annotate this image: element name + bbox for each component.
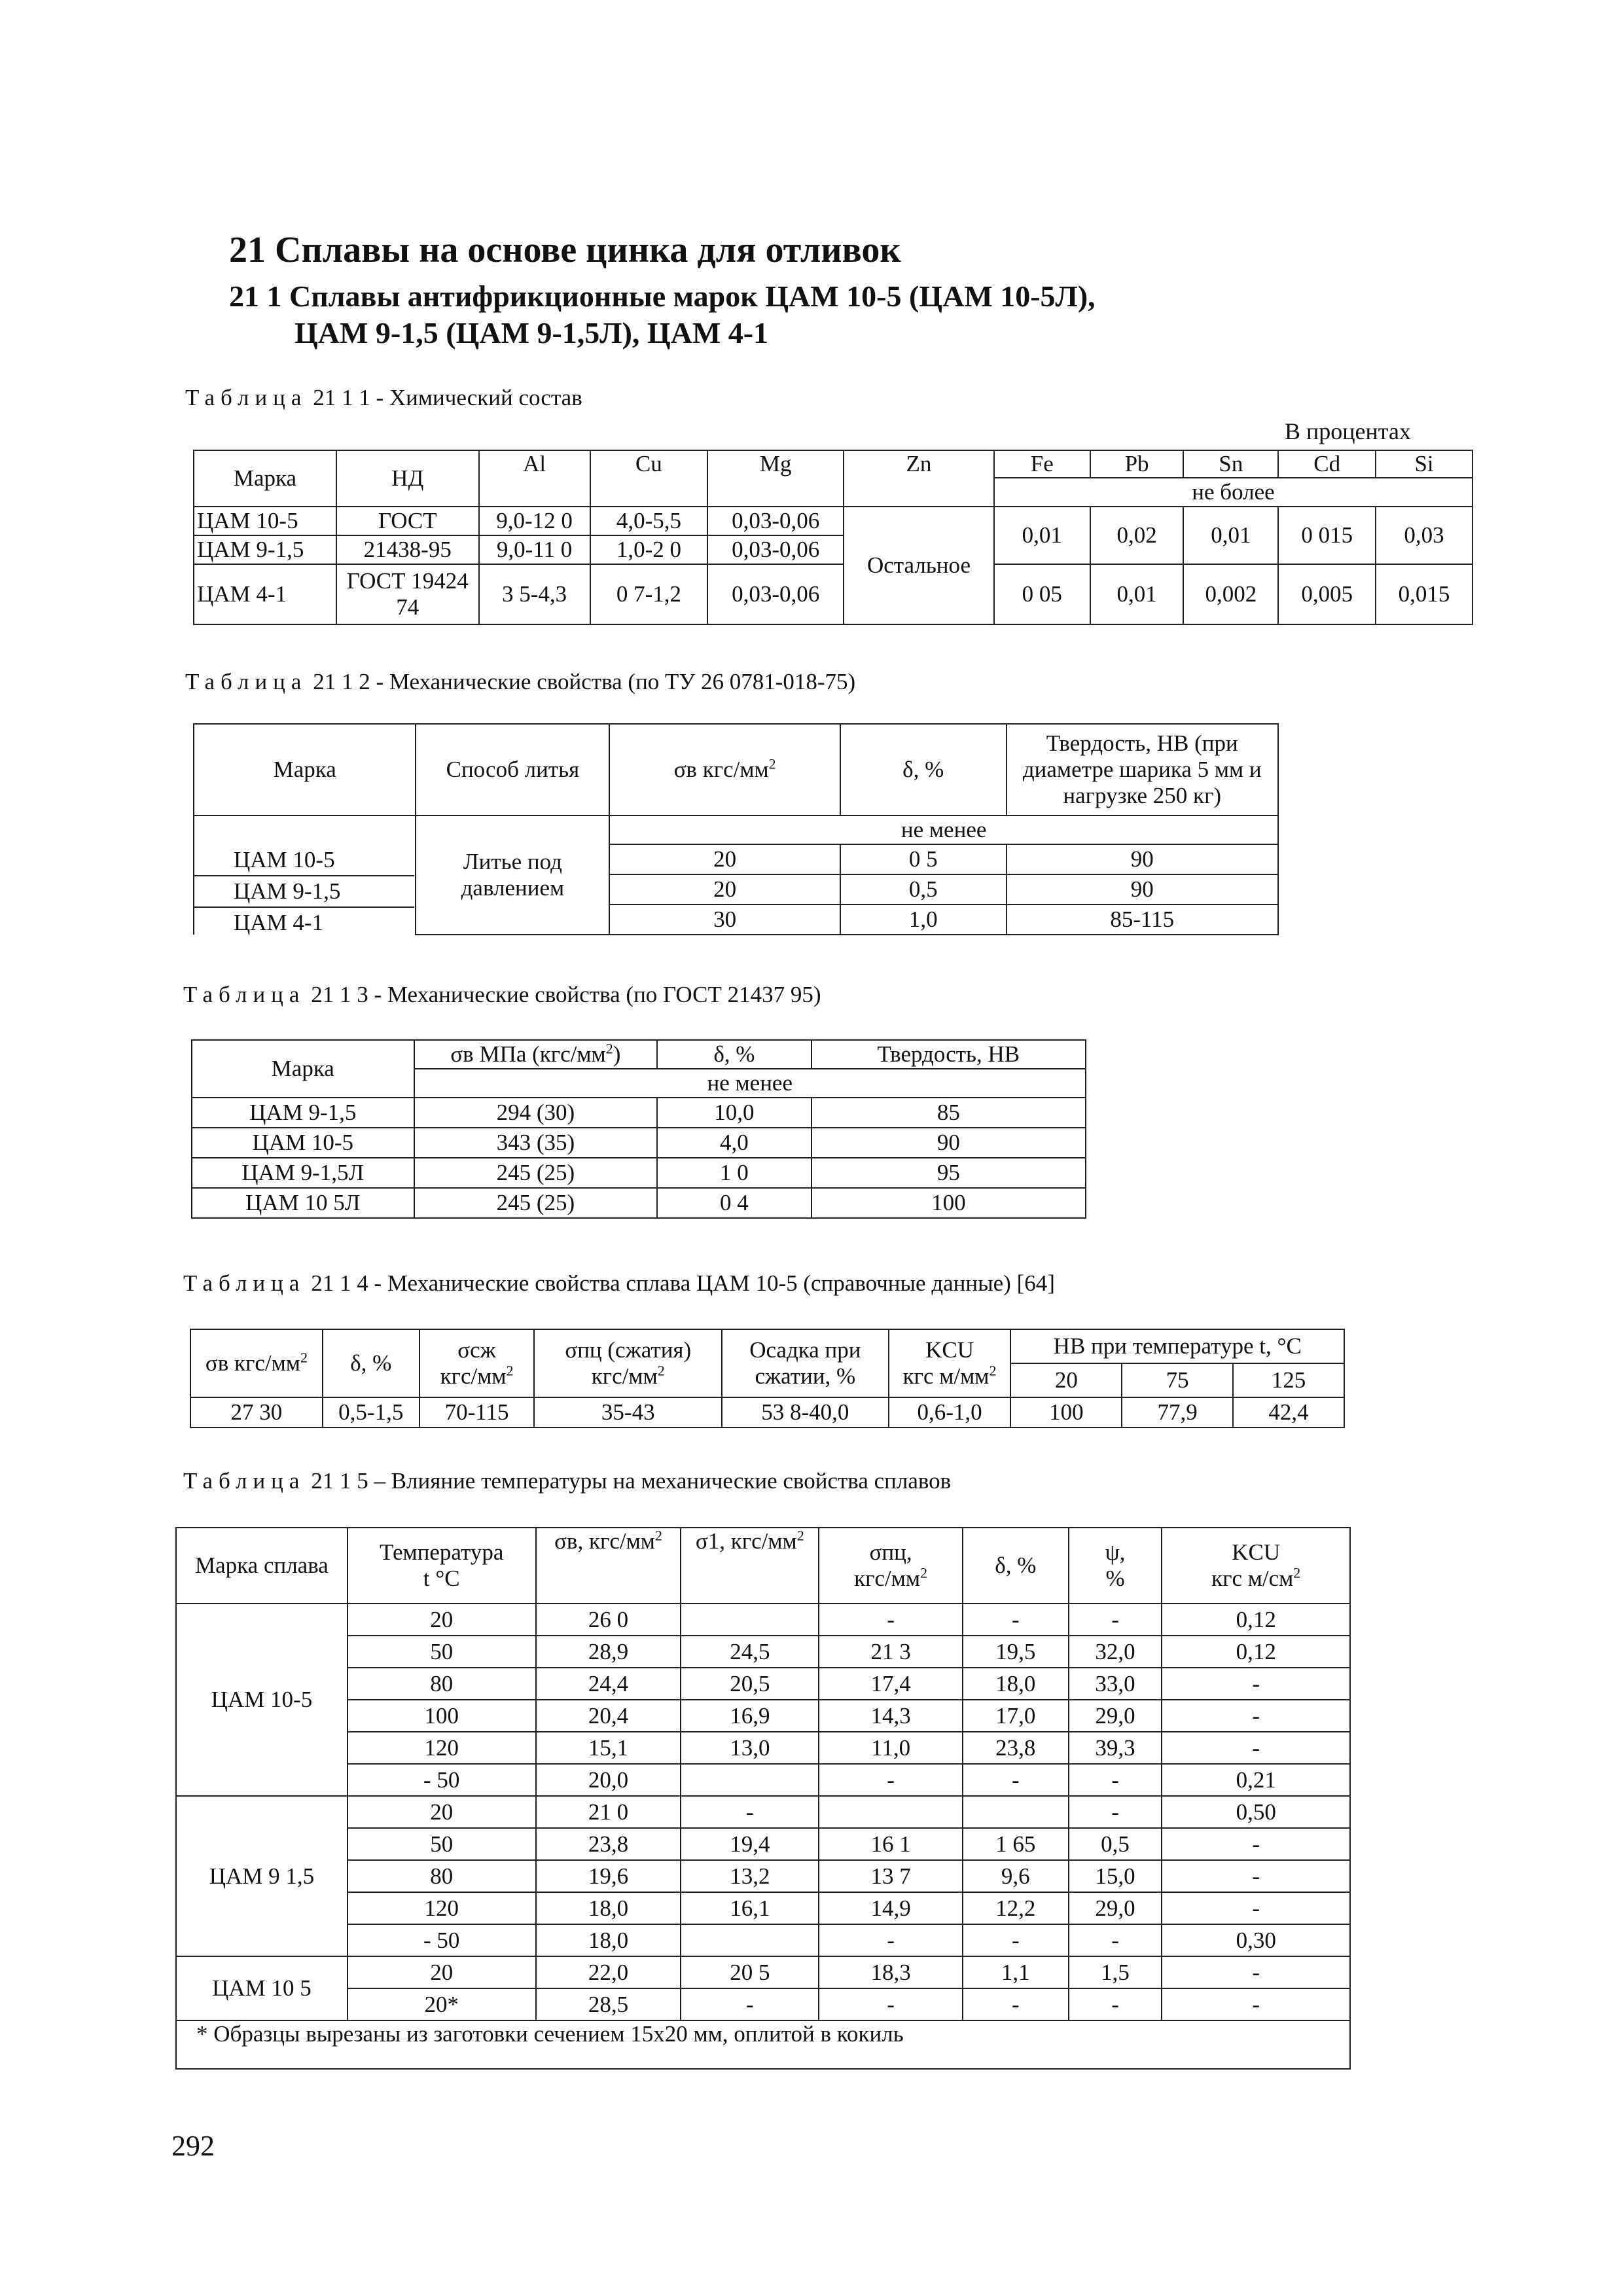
t1-cell-fe: 0,01 bbox=[994, 507, 1090, 564]
t5-cell: 18,3 bbox=[819, 1956, 963, 1988]
t5-cell: 16,9 bbox=[681, 1700, 819, 1732]
t5-cell: 24,4 bbox=[536, 1668, 681, 1700]
subsection-title-line1: 21 1 Сплавы антифрикционные марок ЦАМ 10-5 (ЦАМ 10-5Л), bbox=[229, 279, 1096, 313]
t5-cell: 12,2 bbox=[963, 1892, 1069, 1924]
t2-cell-hb: 85-115 bbox=[1007, 905, 1279, 935]
t4-cell-value: 27 30 bbox=[190, 1397, 323, 1427]
t1-cell-al: 9,0-12 0 bbox=[479, 507, 590, 535]
t5-cell: 50 bbox=[348, 1636, 536, 1668]
t1-cell-sn: 0,002 bbox=[1183, 564, 1278, 624]
t4-header-sigma-pc: σпц (сжатия) кгс/$мм^2$ bbox=[534, 1329, 722, 1397]
t2-cell-grade: ЦАМ 4-1 bbox=[234, 910, 324, 935]
t5-cell: - bbox=[963, 1604, 1069, 1636]
t5-cell: 0,50 bbox=[1162, 1796, 1350, 1828]
t1-cell-al: 3 5-4,3 bbox=[479, 564, 590, 624]
t1-cell-cu: 4,0-5,5 bbox=[590, 507, 708, 535]
section-title: 21 Сплавы на основе цинка для отливок bbox=[229, 230, 901, 270]
t1-cell-pb: 0,01 bbox=[1090, 564, 1184, 624]
t1-header-zn: Zn bbox=[844, 450, 994, 507]
table1-chemical-composition bbox=[193, 450, 1473, 625]
t4-header-hb-temp: НВ при температуре t, °С bbox=[1010, 1329, 1344, 1363]
t4-header-sigma-v: σв кгс/$мм^2$ bbox=[190, 1329, 323, 1397]
t1-header-sn: Sn bbox=[1183, 450, 1278, 478]
t1-header-not-more: не более bbox=[994, 478, 1472, 507]
t5-header-temp: Температура t °С bbox=[348, 1528, 536, 1604]
t5-header-psi: ψ, % bbox=[1069, 1528, 1162, 1604]
t3-cell-grade: ЦАМ 9-1,5 bbox=[192, 1098, 414, 1128]
t5-cell: - bbox=[1162, 1828, 1350, 1860]
t1-cell-mg: 0,03-0,06 bbox=[707, 535, 844, 564]
t1-cell-si: 0,03 bbox=[1376, 507, 1472, 564]
t5-cell: - 50 bbox=[348, 1764, 536, 1796]
t4-header-temp: 125 bbox=[1233, 1363, 1344, 1397]
table1-unit-note: В процентах bbox=[1285, 418, 1411, 444]
t1-cell-pb: 0,02 bbox=[1090, 507, 1184, 564]
t5-cell: 100 bbox=[348, 1700, 536, 1732]
t4-header-osadka: Осадка при сжатии, % bbox=[722, 1329, 889, 1397]
t2-header-method: Способ литья bbox=[416, 724, 609, 816]
t5-cell: 17,4 bbox=[819, 1668, 963, 1700]
t5-cell: 50 bbox=[348, 1828, 536, 1860]
t5-cell: 23,8 bbox=[536, 1828, 681, 1860]
table3-mechanical-properties-gost bbox=[191, 1039, 1086, 1219]
t5-cell: 14,9 bbox=[819, 1892, 963, 1924]
t5-cell: 20 bbox=[348, 1956, 536, 1988]
t2-header-grade: Марка bbox=[194, 724, 416, 816]
t4-header-kcu: KCU кгс $м/мм^2$ bbox=[889, 1329, 1011, 1397]
t1-cell-al: 9,0-11 0 bbox=[479, 535, 590, 564]
t5-cell: 13 7 bbox=[819, 1860, 963, 1892]
t5-header-delta: δ, % bbox=[963, 1528, 1069, 1604]
t5-cell: - bbox=[819, 1764, 963, 1796]
t1-header-al: Al bbox=[479, 450, 590, 507]
t5-cell: 15,0 bbox=[1069, 1860, 1162, 1892]
subsection-title bbox=[229, 278, 1096, 351]
t5-cell: - bbox=[819, 1988, 963, 2020]
t5-cell: - bbox=[681, 1988, 819, 2020]
t4-cell-value: 100 bbox=[1010, 1397, 1122, 1427]
subsection-title-line2: ЦАМ 9-1,5 (ЦАМ 9-1,5Л), ЦАМ 4-1 bbox=[294, 316, 769, 350]
t5-cell: - bbox=[819, 1604, 963, 1636]
t5-cell: 18,0 bbox=[536, 1892, 681, 1924]
t4-header-sigma-szh: σсж кгс/$мм^2$ bbox=[419, 1329, 535, 1397]
t5-cell: 13,0 bbox=[681, 1732, 819, 1764]
t5-cell: - bbox=[1162, 1988, 1350, 2020]
t1-cell-fe: 0 05 bbox=[994, 564, 1090, 624]
t5-cell-grade: ЦАМ 9 1,5 bbox=[176, 1796, 348, 1956]
t5-cell: - bbox=[1162, 1668, 1350, 1700]
t1-cell-zn: Остальное bbox=[844, 507, 994, 624]
t5-cell: - bbox=[963, 1988, 1069, 2020]
t5-cell: 20,5 bbox=[681, 1668, 819, 1700]
t2-header-not-less: не менее bbox=[609, 816, 1278, 844]
t3-cell-grade: ЦАМ 10 5Л bbox=[192, 1188, 414, 1218]
t5-cell: 29,0 bbox=[1069, 1892, 1162, 1924]
t1-cell-grade: ЦАМ 9-1,5 bbox=[194, 535, 336, 564]
t5-cell: 1,1 bbox=[963, 1956, 1069, 1988]
t4-cell-value: 53 8-40,0 bbox=[722, 1397, 889, 1427]
t5-cell: 21 3 bbox=[819, 1636, 963, 1668]
t5-footnote: * Образцы вырезаны из заготовки сечением 15х20 мм, оплитой в кокиль bbox=[176, 2020, 1350, 2069]
t1-header-grade: Марка bbox=[194, 450, 336, 507]
t5-cell: - bbox=[1069, 1604, 1162, 1636]
t3-header-hardness: Твердость, НВ bbox=[812, 1040, 1086, 1069]
t5-cell: - bbox=[1069, 1796, 1162, 1828]
t5-cell: 0,30 bbox=[1162, 1924, 1350, 1956]
t2-cell-sigma: 30 bbox=[609, 905, 840, 935]
t1-cell-grade: ЦАМ 10-5 bbox=[194, 507, 336, 535]
t3-cell-sigma: 245 (25) bbox=[414, 1158, 658, 1188]
t5-cell: 28,9 bbox=[536, 1636, 681, 1668]
t1-cell-nd: 21438-95 bbox=[336, 535, 479, 564]
t1-cell-si: 0,015 bbox=[1376, 564, 1472, 624]
t4-cell-value: 77,9 bbox=[1122, 1397, 1233, 1427]
t5-cell bbox=[681, 1604, 819, 1636]
t5-cell: - bbox=[1069, 1988, 1162, 2020]
t5-cell: 9,6 bbox=[963, 1860, 1069, 1892]
t5-cell: 0,12 bbox=[1162, 1604, 1350, 1636]
t5-cell: 29,0 bbox=[1069, 1700, 1162, 1732]
t5-cell bbox=[963, 1796, 1069, 1828]
t5-cell: - bbox=[1162, 1860, 1350, 1892]
t5-cell: 0,21 bbox=[1162, 1764, 1350, 1796]
t5-cell: 16,1 bbox=[681, 1892, 819, 1924]
t1-header-mg: Mg bbox=[707, 450, 844, 507]
t3-cell-sigma: 245 (25) bbox=[414, 1188, 658, 1218]
t3-header-not-less: не менее bbox=[414, 1069, 1086, 1098]
t3-cell-hb: 85 bbox=[812, 1098, 1086, 1128]
t5-cell: 1 65 bbox=[963, 1828, 1069, 1860]
t3-cell-hb: 95 bbox=[812, 1158, 1086, 1188]
t1-header-fe: Fe bbox=[994, 450, 1090, 478]
t1-cell-sn: 0,01 bbox=[1183, 507, 1278, 564]
t5-cell: 13,2 bbox=[681, 1860, 819, 1892]
t5-cell: 24,5 bbox=[681, 1636, 819, 1668]
t1-cell-mg: 0,03-0,06 bbox=[707, 564, 844, 624]
t5-cell: 120 bbox=[348, 1732, 536, 1764]
t1-cell-cd: 0 015 bbox=[1278, 507, 1376, 564]
t5-header-grade: Марка сплава bbox=[176, 1528, 348, 1604]
table4-reference-mechanical-properties bbox=[190, 1329, 1345, 1428]
t4-cell-value: 42,4 bbox=[1233, 1397, 1344, 1427]
t5-cell: - 50 bbox=[348, 1924, 536, 1956]
t1-header-pb: Pb bbox=[1090, 450, 1184, 478]
t1-header-cu: Cu bbox=[590, 450, 708, 507]
t5-cell: - bbox=[681, 1796, 819, 1828]
t5-cell: 120 bbox=[348, 1892, 536, 1924]
t4-cell-value: 70-115 bbox=[419, 1397, 535, 1427]
t5-cell: 20,0 bbox=[536, 1764, 681, 1796]
t3-cell-delta: 4,0 bbox=[657, 1128, 811, 1158]
t5-header-sigma-pc: σпц, кгс/$мм^2$ bbox=[819, 1528, 963, 1604]
table4-caption: Таблица 21 1 4 - Механические свойства сплава ЦАМ 10-5 (справочные данные) [64] bbox=[183, 1270, 1055, 1296]
t5-cell: - bbox=[819, 1924, 963, 1956]
t5-cell: 14,3 bbox=[819, 1700, 963, 1732]
t2-header-hardness: Твердость, НВ (при диаметре шарика 5 мм и нагрузке 250 кг) bbox=[1007, 724, 1279, 816]
t5-cell: 0,5 bbox=[1069, 1828, 1162, 1860]
t5-cell: - bbox=[1069, 1924, 1162, 1956]
t5-cell: 11,0 bbox=[819, 1732, 963, 1764]
t5-cell: 1,5 bbox=[1069, 1956, 1162, 1988]
t5-cell bbox=[681, 1924, 819, 1956]
t5-cell: 20,4 bbox=[536, 1700, 681, 1732]
t5-cell: - bbox=[963, 1924, 1069, 1956]
t3-cell-sigma: 294 (30) bbox=[414, 1098, 658, 1128]
t5-cell: 0,12 bbox=[1162, 1636, 1350, 1668]
t5-cell: 26 0 bbox=[536, 1604, 681, 1636]
page-number: 292 bbox=[171, 2130, 215, 2162]
t2-cell-delta: 0,5 bbox=[840, 874, 1007, 905]
t5-cell: - bbox=[1162, 1956, 1350, 1988]
t5-cell: 19,5 bbox=[963, 1636, 1069, 1668]
t5-cell: 18,0 bbox=[963, 1668, 1069, 1700]
t5-cell-grade: ЦАМ 10-5 bbox=[176, 1604, 348, 1796]
t2-cell-method: Литье под давлением bbox=[416, 816, 609, 935]
t5-cell bbox=[681, 1764, 819, 1796]
t5-header-kcu: KCU кгс $м/см^2$ bbox=[1162, 1528, 1350, 1604]
table1-caption: Таблица 21 1 1 - Химический состав bbox=[185, 385, 582, 410]
t2-cell-delta: 1,0 bbox=[840, 905, 1007, 935]
t5-cell: 18,0 bbox=[536, 1924, 681, 1956]
t2-header-sigma: σв кгс/$мм^2$ bbox=[609, 724, 840, 816]
t5-cell: 20 bbox=[348, 1796, 536, 1828]
t5-cell: 19,6 bbox=[536, 1860, 681, 1892]
t5-cell: 32,0 bbox=[1069, 1636, 1162, 1668]
t5-cell: 20 bbox=[348, 1604, 536, 1636]
t3-cell-delta: 1 0 bbox=[657, 1158, 811, 1188]
t5-cell: 21 0 bbox=[536, 1796, 681, 1828]
t1-cell-nd: ГОСТ 19424 74 bbox=[336, 564, 479, 624]
t1-cell-cu: 1,0-2 0 bbox=[590, 535, 708, 564]
t5-header-sigma-1: σ1, кгс/$мм^2$ bbox=[681, 1528, 819, 1604]
t3-cell-hb: 90 bbox=[812, 1128, 1086, 1158]
t5-cell bbox=[819, 1796, 963, 1828]
t1-header-cd: Cd bbox=[1278, 450, 1376, 478]
t4-cell-value: 0,6-1,0 bbox=[889, 1397, 1011, 1427]
t2-header-delta: δ, % bbox=[840, 724, 1007, 816]
table5-caption: Таблица 21 1 5 – Влияние температуры на механические свойства сплавов bbox=[183, 1468, 952, 1494]
t1-cell-grade: ЦАМ 4-1 bbox=[194, 564, 336, 624]
t5-cell: 23,8 bbox=[963, 1732, 1069, 1764]
t4-header-temp: 20 bbox=[1010, 1363, 1122, 1397]
t2-cell-delta: 0 5 bbox=[840, 844, 1007, 874]
t1-cell-cd: 0,005 bbox=[1278, 564, 1376, 624]
t5-cell: 80 bbox=[348, 1860, 536, 1892]
t5-cell-grade: ЦАМ 10 5 bbox=[176, 1956, 348, 2020]
t1-cell-mg: 0,03-0,06 bbox=[707, 507, 844, 535]
table5-temperature-effect bbox=[175, 1527, 1351, 2070]
t3-header-delta: δ, % bbox=[657, 1040, 811, 1069]
t2-cell-grade: ЦАМ 10-5 bbox=[194, 845, 414, 876]
t3-cell-delta: 10,0 bbox=[657, 1098, 811, 1128]
t3-cell-sigma: 343 (35) bbox=[414, 1128, 658, 1158]
t4-header-temp: 75 bbox=[1122, 1363, 1233, 1397]
t5-header-sigma-v: σв, кгс/$мм^2$ bbox=[536, 1528, 681, 1604]
t3-cell-grade: ЦАМ 9-1,5Л bbox=[192, 1158, 414, 1188]
t1-header-nd: НД bbox=[336, 450, 479, 507]
t3-header-sigma: σв МПа $(кгс/мм^2)$ bbox=[414, 1040, 658, 1069]
t2-cell-sigma: 20 bbox=[609, 874, 840, 905]
t5-cell: 39,3 bbox=[1069, 1732, 1162, 1764]
t2-cell-hb: 90 bbox=[1007, 874, 1279, 905]
t1-cell-nd: ГОСТ bbox=[336, 507, 479, 535]
t5-cell: 15,1 bbox=[536, 1732, 681, 1764]
t5-cell: - bbox=[1162, 1700, 1350, 1732]
t5-cell: 20* bbox=[348, 1988, 536, 2020]
table3-caption: Таблица 21 1 3 - Механические свойства (по ГОСТ 21437 95) bbox=[183, 982, 821, 1007]
t5-cell: 16 1 bbox=[819, 1828, 963, 1860]
t5-cell: - bbox=[1162, 1732, 1350, 1764]
t5-cell: 80 bbox=[348, 1668, 536, 1700]
t2-grade-column bbox=[194, 845, 414, 938]
t4-cell-value: 0,5-1,5 bbox=[323, 1397, 419, 1427]
t5-cell: - bbox=[963, 1764, 1069, 1796]
t2-cell-sigma: 20 bbox=[609, 844, 840, 874]
t3-cell-hb: 100 bbox=[812, 1188, 1086, 1218]
t1-header-si: Si bbox=[1376, 450, 1472, 478]
table2-caption: Таблица 21 1 2 - Механические свойства (по ТУ 26 0781-018-75) bbox=[185, 669, 856, 694]
t5-cell: - bbox=[1162, 1892, 1350, 1924]
t3-cell-grade: ЦАМ 10-5 bbox=[192, 1128, 414, 1158]
t4-cell-value: 35-43 bbox=[534, 1397, 722, 1427]
t3-cell-delta: 0 4 bbox=[657, 1188, 811, 1218]
t5-cell: 17,0 bbox=[963, 1700, 1069, 1732]
t2-cell-hb: 90 bbox=[1007, 844, 1279, 874]
t5-cell: 22,0 bbox=[536, 1956, 681, 1988]
t5-cell: 33,0 bbox=[1069, 1668, 1162, 1700]
t5-cell: 20 5 bbox=[681, 1956, 819, 1988]
t5-cell: 28,5 bbox=[536, 1988, 681, 2020]
t5-cell: - bbox=[1069, 1764, 1162, 1796]
t3-header-grade: Марка bbox=[192, 1040, 414, 1098]
t1-cell-cu: 0 7-1,2 bbox=[590, 564, 708, 624]
t4-header-delta: δ, % bbox=[323, 1329, 419, 1397]
t5-cell: 19,4 bbox=[681, 1828, 819, 1860]
t2-cell-grade: ЦАМ 9-1,5 bbox=[194, 876, 414, 908]
